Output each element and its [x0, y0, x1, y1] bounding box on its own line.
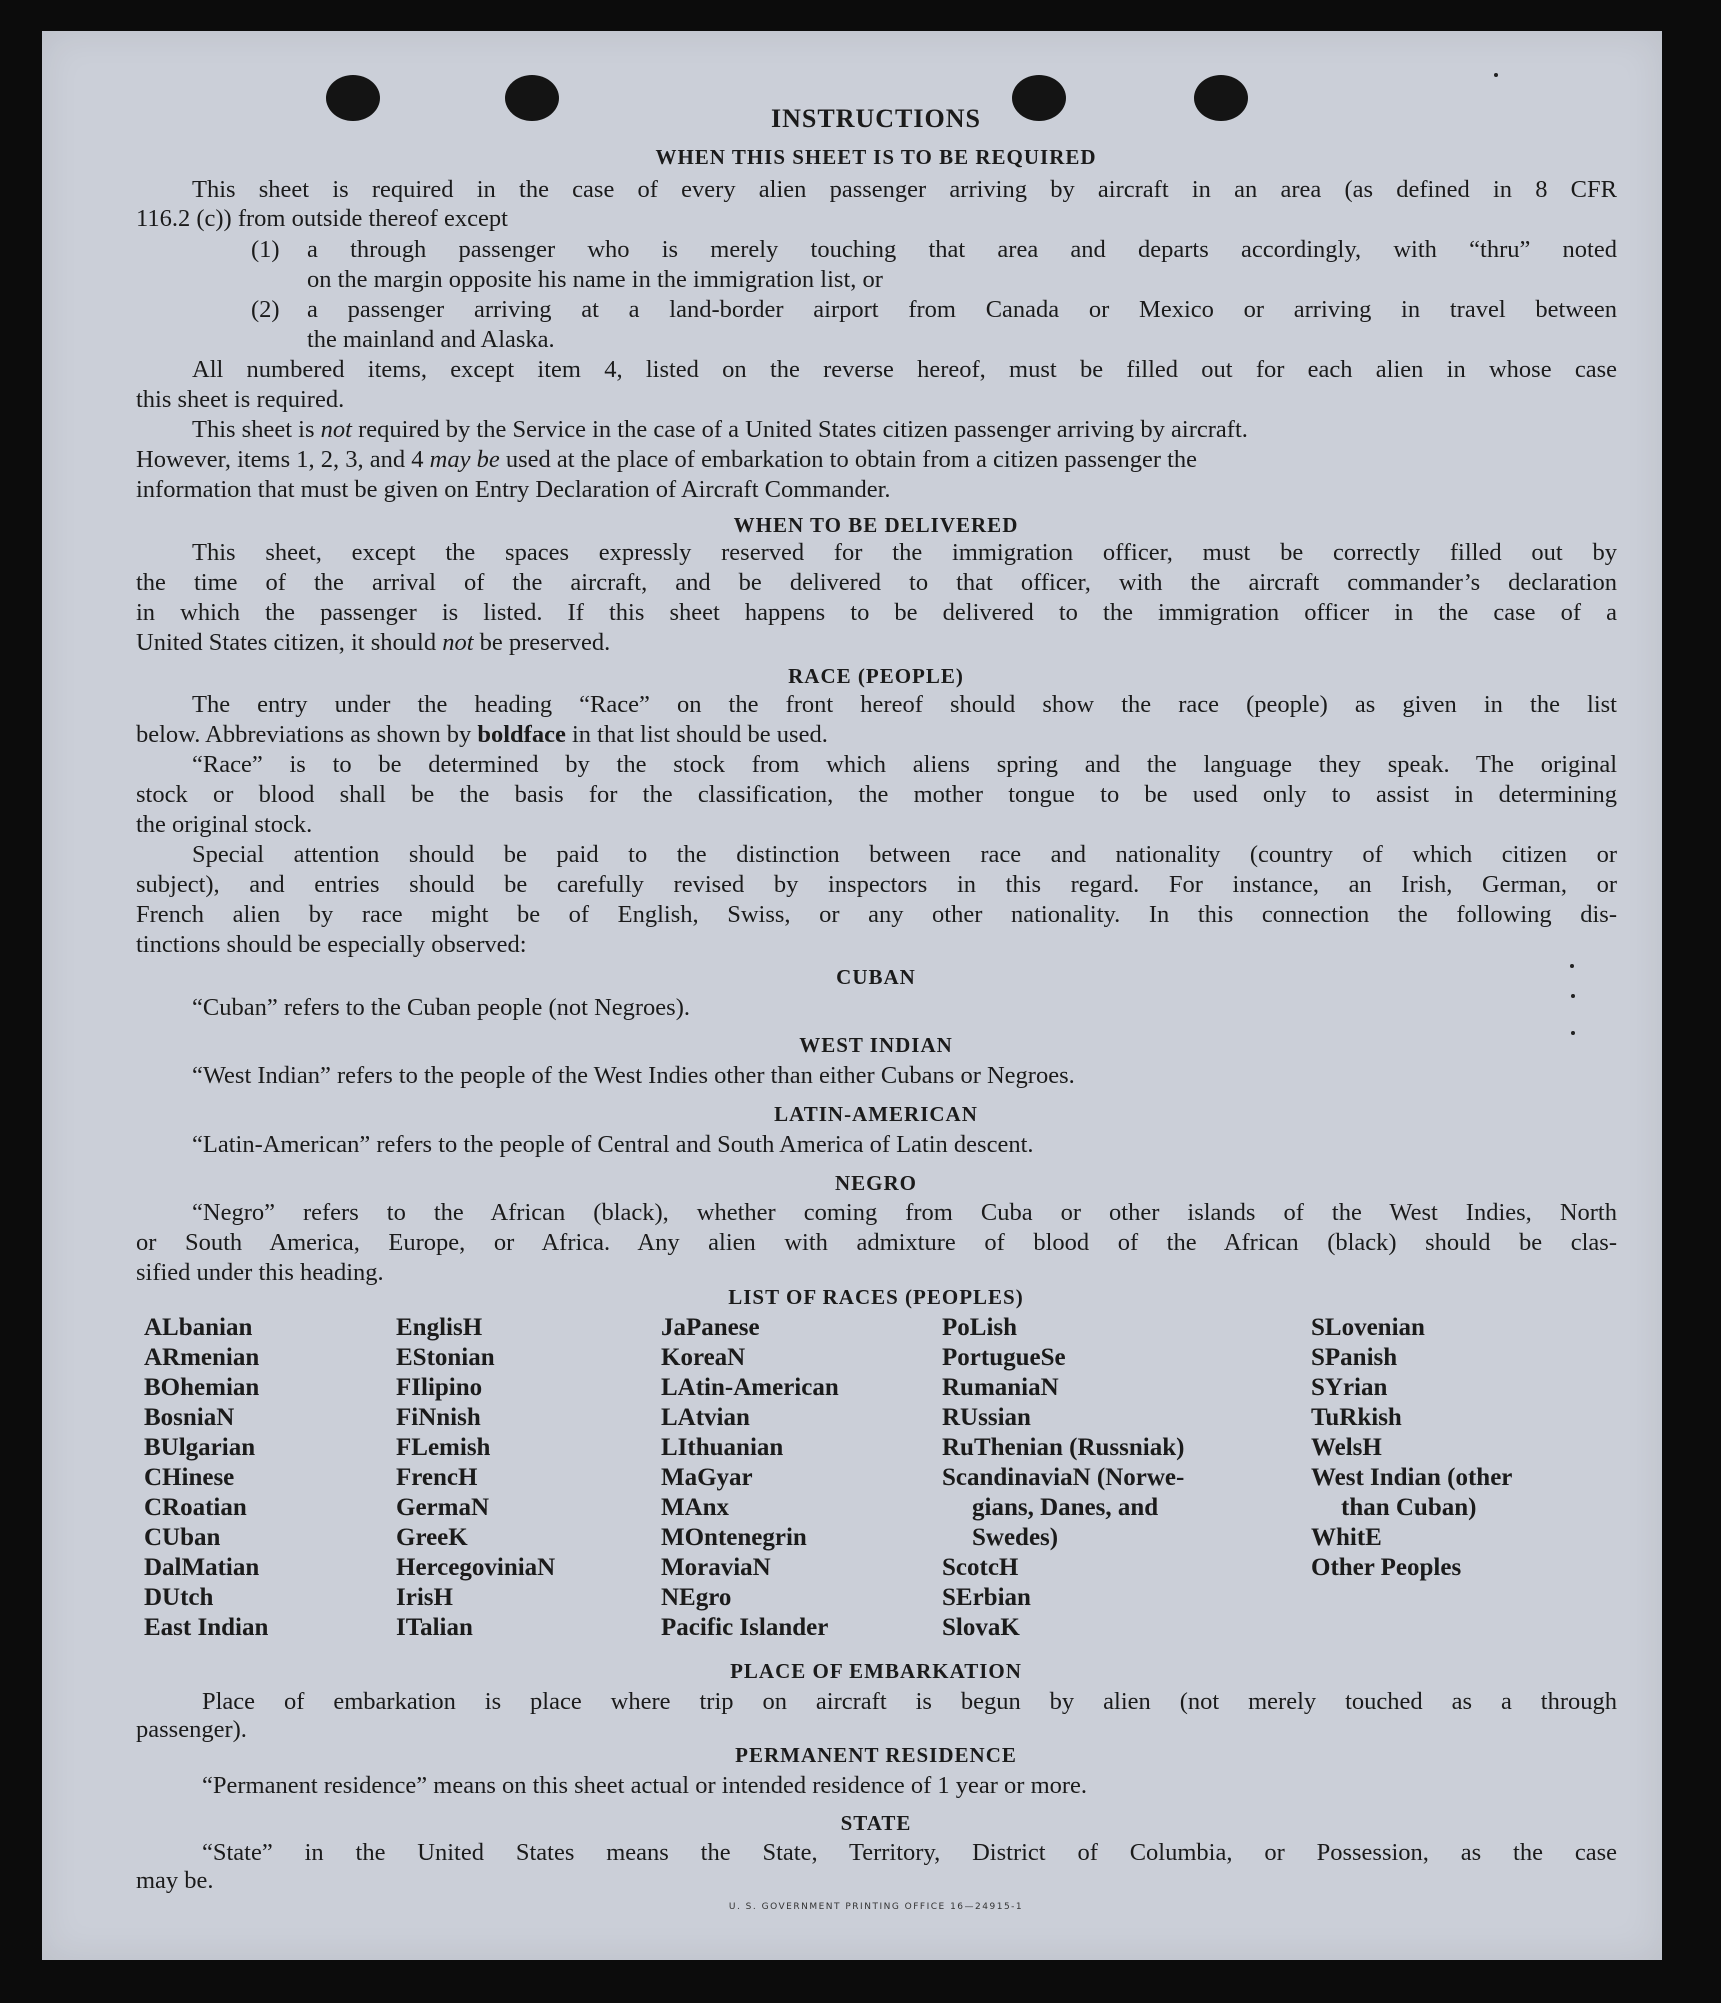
- race-list-item: CRoatian: [144, 1494, 247, 1521]
- race-list-item: ScandinaviaN (Norwe-: [942, 1464, 1185, 1491]
- instructions-title: INSTRUCTIONS: [771, 104, 981, 133]
- paragraph-line: a passenger arriving at a land-border airport from Canada or Mexico or arriving in travel between: [307, 296, 1617, 323]
- paragraph-line: stock or blood shall be the basis for the classification, the mother tongue to be used only to assist in determining: [136, 781, 1617, 808]
- race-list-item: EStonian: [396, 1344, 495, 1371]
- race-list-item: Other Peoples: [1311, 1554, 1462, 1581]
- embarkation-heading: PLACE OF EMBARKATION: [730, 1659, 1022, 1683]
- race-list-item: WhitE: [1311, 1524, 1382, 1551]
- race-list-item: MaGyar: [661, 1464, 753, 1491]
- race-list-item: RuThenian (Russniak): [942, 1434, 1185, 1461]
- cuban-heading: CUBAN: [836, 965, 916, 989]
- race-list-item: BosniaN: [144, 1404, 235, 1431]
- race-list-item: RUssian: [942, 1404, 1031, 1431]
- race-list-item: HercegoviniaN: [396, 1554, 556, 1581]
- race-list-item: LAtvian: [661, 1404, 750, 1431]
- paragraph-line: However, items 1, 2, 3, and 4 may be used at the place of embarkation to obtain from a citizen passenger the: [136, 446, 1198, 473]
- when-delivered-heading: WHEN TO BE DELIVERED: [733, 513, 1019, 537]
- race-list-item: BOhemian: [144, 1374, 260, 1401]
- paragraph-line: This sheet, except the spaces expressly reserved for the immigration officer, must be correctly filled out by: [192, 539, 1617, 566]
- paragraph-line: “West Indian” refers to the people of the West Indies other than either Cubans or Negroes.: [192, 1062, 1075, 1089]
- race-list-item: ScotcH: [942, 1554, 1019, 1581]
- paragraph-line: or South America, Europe, or Africa. Any alien with admixture of blood of the African (black) should be clas-: [136, 1229, 1617, 1256]
- race-list-item: CHinese: [144, 1464, 235, 1491]
- paragraph-line: All numbered items, except item 4, listed on the reverse hereof, must be filled out for each alien in whose case: [192, 356, 1617, 383]
- printing-office-footer: U. S. GOVERNMENT PRINTING OFFICE 16—24915-1: [728, 1902, 1024, 1912]
- paragraph-line: tinctions should be especially observed:: [136, 931, 527, 958]
- paragraph-line: The entry under the heading “Race” on the front hereof should show the race (people) as given in the list: [192, 691, 1617, 718]
- race-list-item: MAnx: [661, 1494, 730, 1521]
- race-list-item: gians, Danes, and: [972, 1494, 1159, 1521]
- paragraph-line: This sheet is required in the case of every alien passenger arriving by aircraft in an area (as defined in 8 CFR: [192, 176, 1617, 203]
- race-list-item: LAtin-American: [661, 1374, 839, 1401]
- race-list-item: FrencH: [396, 1464, 478, 1491]
- race-column-3: [661, 1313, 839, 1643]
- race-list-item: FiNnish: [396, 1404, 481, 1431]
- race-list-item: SLovenian: [1311, 1314, 1425, 1341]
- race-heading: RACE (PEOPLE): [788, 664, 964, 688]
- list-of-races-heading: LIST OF RACES (PEOPLES): [728, 1285, 1024, 1309]
- race-list-item: DUtch: [144, 1584, 214, 1611]
- race-list-item: Swedes): [972, 1524, 1059, 1551]
- race-list-item: NEgro: [661, 1584, 732, 1611]
- race-list-item: MoraviaN: [661, 1554, 771, 1581]
- race-list-item: WelsH: [1311, 1434, 1382, 1461]
- race-list-item: East Indian: [144, 1614, 269, 1641]
- residence-heading: PERMANENT RESIDENCE: [735, 1743, 1017, 1767]
- race-list-item: JaPanese: [661, 1314, 760, 1341]
- latin-american-heading: LATIN-AMERICAN: [774, 1102, 978, 1126]
- paragraph-line: Special attention should be paid to the distinction between race and nationality (country of which citizen or: [192, 841, 1617, 868]
- race-column-1: [144, 1313, 268, 1643]
- race-list-item: ITalian: [396, 1614, 473, 1641]
- race-list-item: LIthuanian: [661, 1434, 784, 1461]
- race-list-item: GermaN: [396, 1494, 490, 1521]
- race-list-item: than Cuban): [1341, 1494, 1477, 1521]
- race-list-item: PortugueSe: [942, 1344, 1066, 1371]
- race-list-item: MOntenegrin: [661, 1524, 807, 1551]
- paragraph-line: Place of embarkation is place where trip on aircraft is begun by alien (not merely touched as a through: [202, 1688, 1617, 1715]
- paragraph-line: “Cuban” refers to the Cuban people (not Negroes).: [192, 994, 690, 1021]
- race-list-item: RumaniaN: [942, 1374, 1059, 1401]
- paragraph-line: “Race” is to be determined by the stock from which aliens spring and the language they speak. The original: [192, 751, 1617, 778]
- item-number: (1): [251, 236, 280, 263]
- race-list-item: FIlipino: [396, 1374, 483, 1401]
- paragraph-line: the time of the arrival of the aircraft, and be delivered to that officer, with the aircraft commander’s declaration: [136, 569, 1617, 596]
- race-column-2: [396, 1313, 555, 1643]
- paragraph-line: subject), and entries should be carefully revised by inspectors in this regard. For instance, an Irish, German, or: [136, 871, 1617, 898]
- paragraph-line: “Latin-American” refers to the people of Central and South America of Latin descent.: [192, 1131, 1034, 1158]
- paragraph-line: on the margin opposite his name in the immigration list, or: [307, 266, 883, 293]
- state-heading: STATE: [840, 1811, 912, 1835]
- paragraph-line: United States citizen, it should not be preserved.: [136, 629, 611, 656]
- speck: [1571, 994, 1575, 998]
- negro-heading: NEGRO: [834, 1171, 917, 1195]
- race-list-item: CUban: [144, 1524, 221, 1551]
- paragraph-line: “Permanent residence” means on this sheet actual or intended residence of 1 year or more.: [202, 1772, 1088, 1799]
- paragraph-line: this sheet is required.: [136, 386, 345, 413]
- race-column-4: [942, 1313, 1184, 1643]
- race-list-item: IrisH: [396, 1584, 453, 1611]
- race-list-item: KoreaN: [661, 1344, 746, 1371]
- race-column-5: [1311, 1313, 1512, 1583]
- race-list-item: GreeK: [396, 1524, 468, 1551]
- paragraph-line: “State” in the United States means the State, Territory, District of Columbia, or Possession, as the case: [202, 1839, 1617, 1866]
- race-list-item: SErbian: [942, 1584, 1031, 1611]
- paragraph-line: 116.2 (c)) from outside thereof except: [136, 205, 508, 232]
- paragraph-line: the original stock.: [136, 811, 313, 838]
- race-list-item: SPanish: [1311, 1344, 1398, 1371]
- race-list-item: TuRkish: [1311, 1404, 1402, 1431]
- race-list-item: ALbanian: [144, 1314, 253, 1341]
- race-list-item: PoLish: [942, 1314, 1018, 1341]
- paragraph-line: “Negro” refers to the African (black), whether coming from Cuba or other islands of the West Indies, North: [192, 1199, 1617, 1226]
- race-list-item: West Indian (other: [1311, 1464, 1513, 1491]
- race-list-item: Pacific Islander: [661, 1614, 829, 1641]
- race-list-item: FLemish: [396, 1434, 491, 1461]
- paragraph-line: in which the passenger is listed. If this sheet happens to be delivered to the immigration officer in the case of a: [136, 599, 1617, 626]
- paragraph-line: passenger).: [136, 1716, 247, 1743]
- item-number: (2): [251, 296, 280, 323]
- when-required-heading: WHEN THIS SHEET IS TO BE REQUIRED: [655, 145, 1097, 169]
- race-list-item: ARmenian: [144, 1344, 260, 1371]
- paragraph-line: This sheet is not required by the Service in the case of a United States citizen passenger arriving by aircraft.: [192, 416, 1248, 443]
- paragraph-line: below. Abbreviations as shown by boldface in that list should be used.: [136, 721, 828, 748]
- race-list-item: SlovaK: [942, 1614, 1020, 1641]
- race-list-item: SYrian: [1311, 1374, 1388, 1401]
- paragraph-line: may be.: [136, 1867, 214, 1894]
- paragraph-line: French alien by race might be of English, Swiss, or any other nationality. In this connection the following dis-: [136, 901, 1617, 928]
- race-list-item: BUlgarian: [144, 1434, 256, 1461]
- paragraph-line: a through passenger who is merely touching that area and departs accordingly, with “thru” noted: [307, 236, 1617, 263]
- west-indian-heading: WEST INDIAN: [799, 1033, 953, 1057]
- speck: [1494, 73, 1498, 77]
- paragraph-line: the mainland and Alaska.: [307, 326, 555, 353]
- document-sheet: [42, 31, 1662, 1960]
- race-list-item: EnglisH: [396, 1314, 483, 1341]
- race-list-item: DalMatian: [144, 1554, 260, 1581]
- paragraph-line: information that must be given on Entry Declaration of Aircraft Commander.: [136, 476, 891, 503]
- paragraph-line: sified under this heading.: [136, 1259, 384, 1286]
